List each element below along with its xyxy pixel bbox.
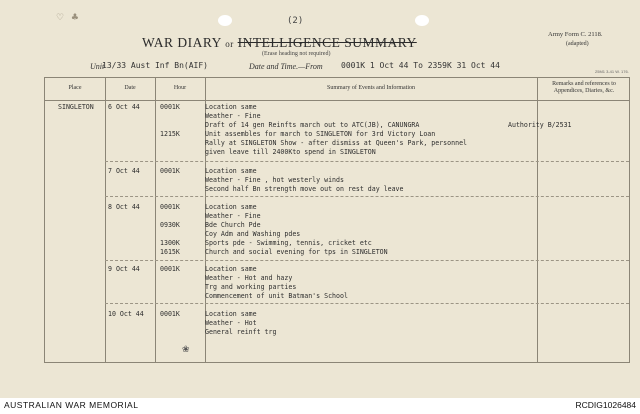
entry-text: given leave till 2400Kto spend in SINGLETON bbox=[205, 148, 376, 156]
table-header bbox=[45, 78, 629, 101]
datetime-label: Date and Time.—From bbox=[249, 62, 323, 71]
entry-text: Sports pde - Swimming, tennis, cricket etc bbox=[205, 239, 372, 247]
entry-hour: 0001K bbox=[160, 203, 180, 211]
header-summary: Summary of Events and Information bbox=[327, 85, 415, 91]
footer-reference: RCDIG1026484 bbox=[575, 400, 636, 410]
entry-hour: 0001K bbox=[160, 167, 180, 175]
entry-text: Weather - Fine bbox=[205, 112, 261, 120]
entry-text: General reinft trg bbox=[205, 328, 277, 336]
header-remarks-line2: Appendices, Diaries, &c. bbox=[553, 88, 615, 94]
title-war-diary: WAR DIARY bbox=[142, 35, 222, 50]
page-number: (2) bbox=[287, 16, 304, 26]
printer-imprint: 25M1 3-41 W. 176. bbox=[595, 69, 629, 74]
adapted-note: (adapted) bbox=[566, 41, 589, 47]
unit-value: 13/33 Aust Inf Bn(AIF) bbox=[102, 61, 208, 70]
entry-text: Location same bbox=[205, 265, 257, 273]
entry-date: 6 Oct 44 bbox=[108, 103, 140, 111]
entry-text: Location same bbox=[205, 203, 257, 211]
title-intelligence-summary: INTELLIGENCE SUMMARY bbox=[237, 35, 417, 50]
entry-text: Church and social evening for tps in SINGLETON bbox=[205, 248, 388, 256]
entry-hour: 1215K bbox=[160, 130, 180, 138]
entry-hour: 0001K bbox=[160, 265, 180, 273]
entry-text: Coy Adm and Washing pdes bbox=[205, 230, 301, 238]
entry-text: Second half Bn strength move out on rest day leave bbox=[205, 185, 404, 193]
footer-bar bbox=[0, 398, 640, 414]
entry-text: Unit assembles for march to SINGLETON for 3rd Victory Loan bbox=[205, 130, 436, 138]
header-place: Place bbox=[68, 85, 82, 91]
title-or: or bbox=[225, 39, 234, 49]
footer-source: AUSTRALIAN WAR MEMORIAL bbox=[4, 400, 139, 410]
entry-date: 8 Oct 44 bbox=[108, 203, 140, 211]
entry-date: 7 Oct 44 bbox=[108, 167, 140, 175]
day-separator bbox=[105, 196, 629, 197]
erase-note: (Erase heading not required) bbox=[262, 51, 331, 57]
punch-hole bbox=[415, 15, 429, 26]
entry-text: Location same bbox=[205, 310, 257, 318]
entry-text: Weather - Fine , hot westerly winds bbox=[205, 176, 344, 184]
header-remarks-line1: Remarks and references to bbox=[552, 81, 616, 87]
entry-text: Bde Church Pde bbox=[205, 221, 261, 229]
column-divider bbox=[155, 78, 156, 362]
entry-remark: Authority B/2531 bbox=[508, 121, 572, 129]
diary-table bbox=[44, 77, 630, 363]
punch-hole bbox=[218, 15, 232, 26]
form-title bbox=[142, 35, 417, 51]
army-form-number: Army Form C. 2118. bbox=[548, 31, 603, 38]
day-separator bbox=[105, 161, 629, 162]
entry-hour: 0001K bbox=[160, 103, 180, 111]
day-separator bbox=[105, 303, 629, 304]
entry-text: Location same bbox=[205, 167, 257, 175]
entry-text: Draft of 14 gen Reinfts march out to ATC(JB), CANUNGRA bbox=[205, 121, 420, 129]
entry-hour: 0001K bbox=[160, 310, 180, 318]
entry-hour: 0930K bbox=[160, 221, 180, 229]
entry-text: Weather - Hot and hazy bbox=[205, 274, 293, 282]
entry-hour: 1300K bbox=[160, 239, 180, 247]
day-separator bbox=[105, 260, 629, 261]
datetime-value: 0001K 1 Oct 44 To 2359K 31 Oct 44 bbox=[341, 61, 500, 70]
entry-hour: 1615K bbox=[160, 248, 180, 256]
entry-text: Weather - Hot bbox=[205, 319, 257, 327]
entry-place: SINGLETON bbox=[58, 103, 94, 111]
header-hour: Hour bbox=[173, 85, 187, 91]
entry-text: Rally at SINGLETON Show - after dismiss at Queen's Park, personnel bbox=[205, 139, 468, 147]
ink-flourish-icon: ❀ bbox=[182, 345, 190, 355]
column-divider bbox=[105, 78, 106, 362]
entry-text: Commencement of unit Batman's School bbox=[205, 292, 348, 300]
entry-text: Location same bbox=[205, 103, 257, 111]
header-date: Date bbox=[124, 85, 136, 91]
unit-label: Unit bbox=[90, 62, 105, 71]
archive-stamp: ♡ ♣ bbox=[56, 13, 81, 23]
header-remarks bbox=[537, 81, 631, 95]
entry-date: 10 Oct 44 bbox=[108, 310, 144, 318]
entry-date: 9 Oct 44 bbox=[108, 265, 140, 273]
entry-text: Trg and working parties bbox=[205, 283, 297, 291]
entry-text: Weather - Fine bbox=[205, 212, 261, 220]
